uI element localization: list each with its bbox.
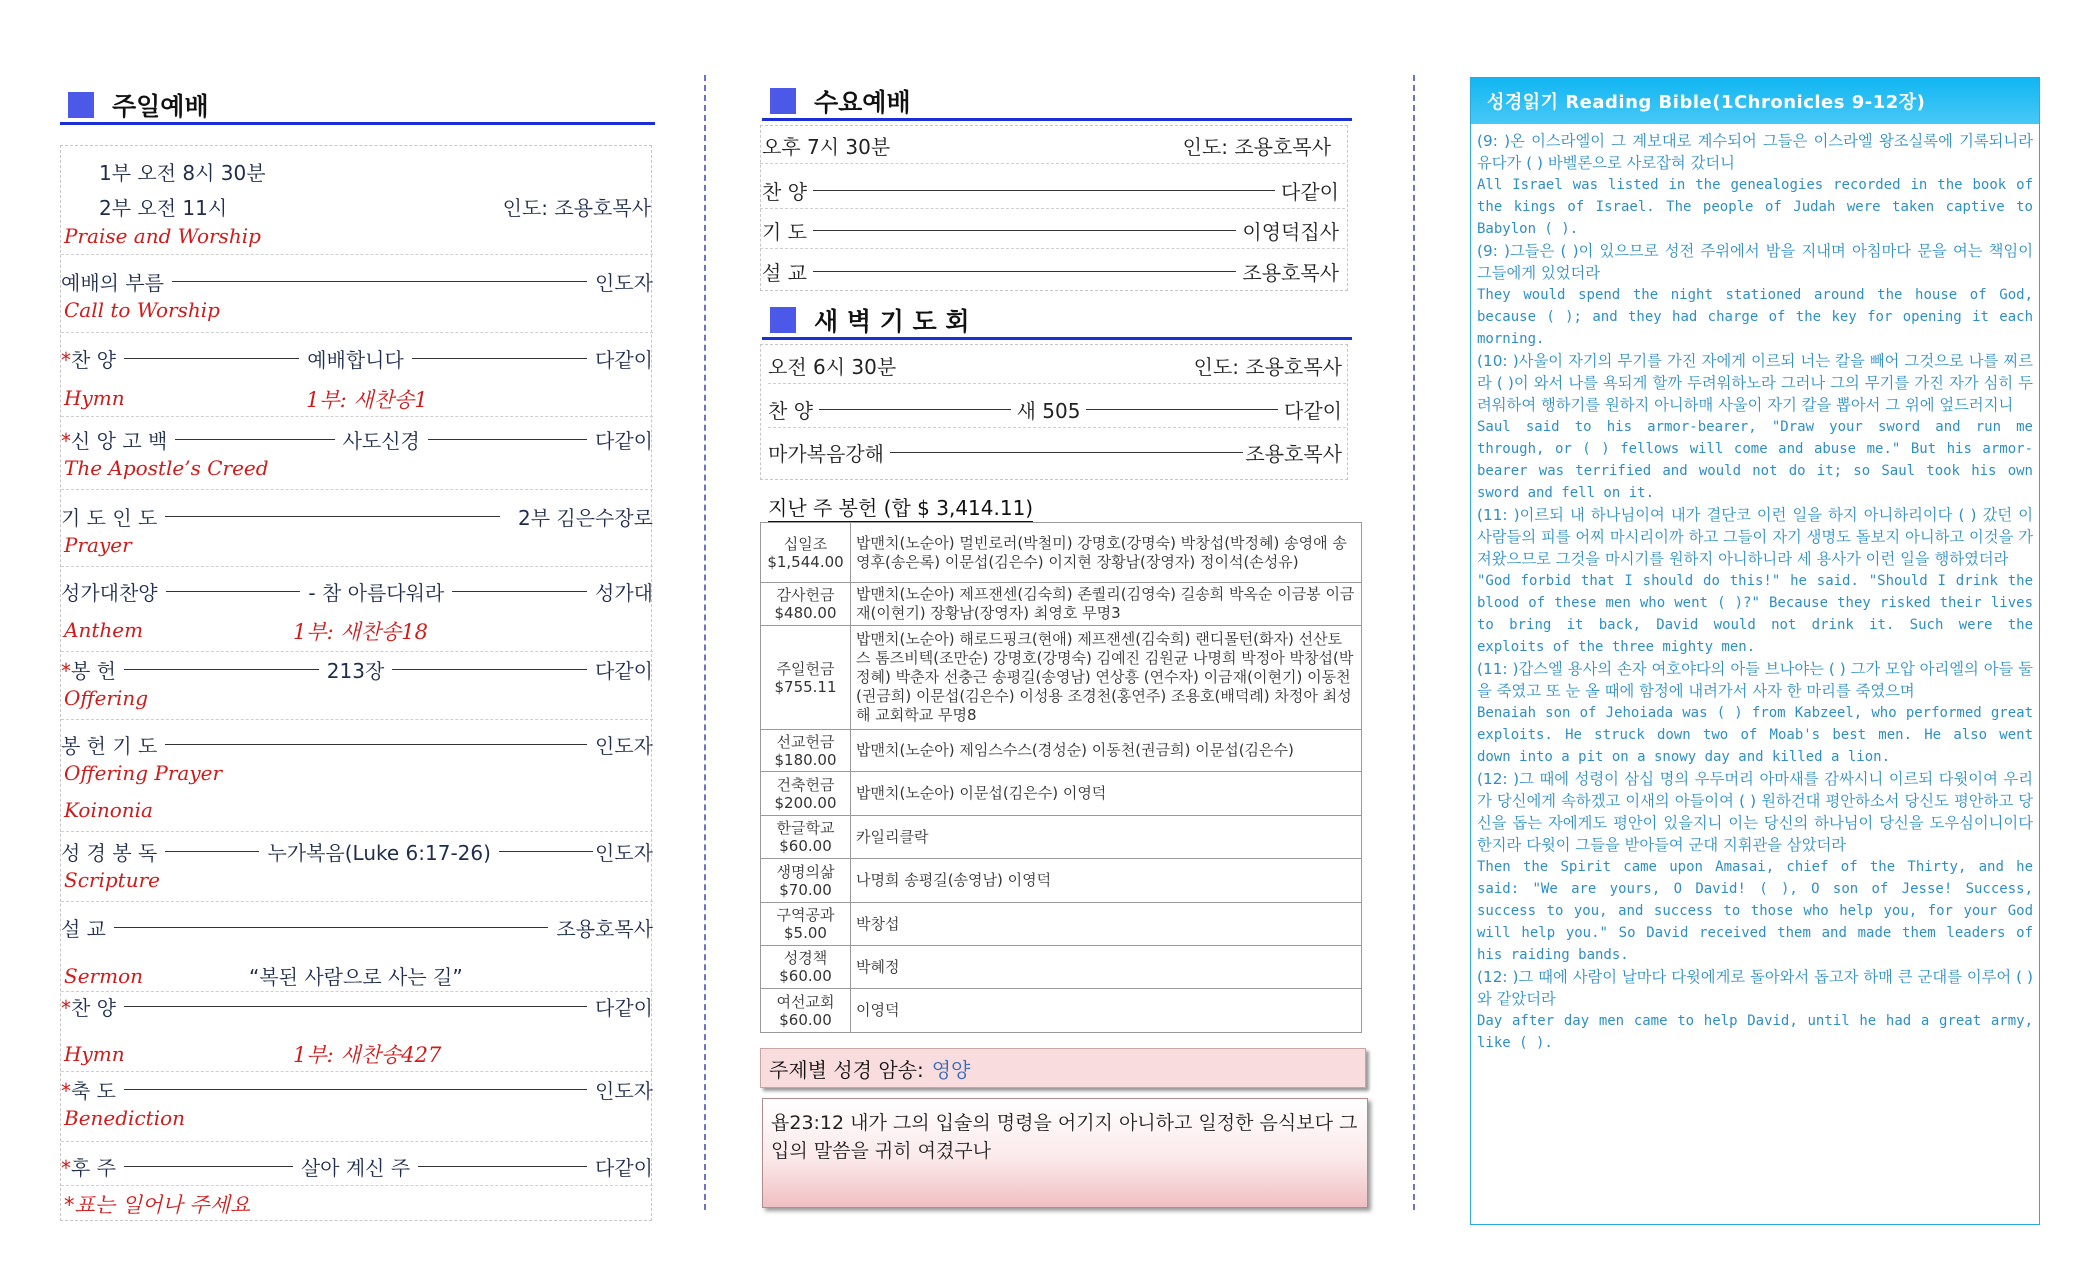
sunday-title	[60, 87, 655, 125]
service-2-time: 2부 오전 11시 인도: 조용호목사	[61, 191, 653, 221]
table-row: 주일헌금 $755.11 밥맨치(노순아) 해로드핑크(현애) 제프잰센(김숙희) 랜디몰턴(화자) 선산토스 톰즈비텍(조만순) 강명호(강명숙) 김예진 김원균 나명희 박정아 박창섭(박정혜) 박춘자 선충근 송평길(송영남) 연상흥 (연수자) 이금재(이현기) 이동천(권금희) 이문섭(김은수) 이성용 조경천(홍연주) 조용호(배덕례) 차정아 최성해 교회학교 무명8	[761, 626, 1362, 730]
table-row: 여선교회 $60.00 이영덕	[761, 989, 1362, 1033]
wednesday-prayer-row: 기 도 이영덕집사	[760, 213, 1345, 249]
column-divider-1	[704, 75, 706, 1210]
offering-title: 지난 주 봉헌 (합 $ 3,414.11)	[768, 492, 1033, 522]
list-item: (9: )그들은 ( )이 있으므로 성전 주위에서 밤을 지내며 아침마다 문을 여는 책임이 그들에게 있었더라 They would spend the night stationed around the house of God, because ( ); and they had charge of the key for opening it each morning.	[1477, 242, 2033, 347]
table-row: 구역공과 $5.00 박창섭	[761, 903, 1362, 946]
sunday-title-text: 주일예배	[112, 91, 209, 121]
table-row: 선교헌금 $180.00 밥맨치(노순아) 제임스수스(경성순) 이동천(권금희) 이문섭(김은수)	[761, 730, 1362, 772]
item-postlude: *후 주 살아 계신 주 다같이	[61, 1155, 654, 1180]
list-item: (12: )그 때에 성령이 삼십 명의 우두머리 아마새를 감싸시니 이르되 다윗이여 우리가 당신에게 속하겠고 이새의 아들이여 ( ) 원하건대 평안하소서 당신도 평안하고 당신을 돕는 자에게도 평안이 있을지니 이는 당신의 하나님이 당신을 도우심이니이다 한지라 다윗이 그들을 받아들여 군대 지휘관을 삼았더라 Then the Spirit came upon Amasai, chief of the Thirty, and he said: "We are yours, O David! ( ), O son of Jesse! Success, success to you, and success to those who help you, for your God will help you." So David received them and made them leaders of his raiding bands.	[1477, 770, 2033, 963]
title-square-icon	[770, 307, 796, 333]
item-prayer: 기 도 인 도 2부 김은수장로	[61, 505, 653, 530]
bible-reading-title: 성경읽기 Reading Bible(1Chronicles 9-12장)	[1471, 78, 2039, 124]
item-scripture: 성 경 봉 독 누가복음(Luke 6:17-26) 인도자	[61, 840, 654, 865]
item-offering-prayer: 봉 헌 기 도 인도자	[61, 733, 653, 758]
wednesday-sermon-row: 설 교 조용호목사	[762, 260, 1339, 285]
title-square-icon	[770, 88, 796, 114]
item-sub-label: 1부: 새찬송1	[306, 388, 428, 412]
table-row: 십일조 $1,544.00 밥맨치(노순아) 멀빈로러(박철미) 강명호(강명숙) 박창섭(박정혜) 송영애 송영후(송은록) 이문섭(김은수) 이지현 장황남(장영자) 정이석(손성유)	[761, 523, 1362, 583]
item-en-label: Scripture	[64, 868, 160, 892]
list-item: (9: )온 이스라엘이 그 계보대로 계수되어 그들은 이스라엘 왕조실록에 기록되니라 유다가 ( ) 바벨론으로 사로잡혀 갔더니 All Israel was listed in the genealogies recorded in the book of the kings of Israel. The people of Judah were taken captive to Babylon ( ).	[1477, 132, 2033, 237]
offering-table	[760, 522, 1362, 1033]
item-en-label: Sermon	[64, 964, 143, 988]
memory-topic: 영양	[931, 1057, 971, 1082]
dawn-sermon-row: 마가복음강해 조용호목사	[768, 441, 1342, 466]
sermon-title: “복된 사람으로 사는 길”	[249, 965, 463, 989]
dawn-title	[762, 302, 1352, 340]
item-en-label: The Apostle’s Creed	[64, 456, 269, 480]
sunday-order-box	[60, 145, 652, 1221]
item-anthem: 성가대찬양 - 참 아름다워라 성가대	[61, 580, 653, 605]
dawn-title-text: 새 벽 기 도 회	[814, 306, 970, 336]
item-sermon: 설 교 조용호목사	[61, 916, 653, 941]
koinonia-label: Koinonia	[64, 798, 153, 822]
wednesday-title-text: 수요예배	[814, 87, 911, 117]
column-divider-2	[1413, 75, 1415, 1210]
standing-note: *표는 일어나 주세요	[64, 1193, 251, 1217]
item-en-label: Benediction	[64, 1106, 186, 1130]
item-en-label: Anthem	[64, 618, 144, 642]
praise-en: Praise and Worship	[64, 224, 261, 248]
item-sub-label: 1부: 새찬송427	[293, 1043, 442, 1067]
item-call-to-worship: 예배의 부름 인도자	[61, 270, 653, 295]
item-offering: *봉 헌 213장 다같이	[61, 658, 653, 683]
wednesday-title	[762, 83, 1352, 121]
item-en-label: Offering	[64, 686, 149, 710]
list-item: (11: )이르되 내 하나님이여 내가 결단코 이런 일을 하지 아니하리이다 ( ) 갔던 이 사람들의 피를 어찌 마시리이까 하고 그들이 자기 생명도 돌보지 아니하고 이것을 가져왔으므로 그것을 마시기를 원하지 아니하니라 세 용사가 이런 일을 행하였더라 "God forbid that I should do this!" he said. "Should I drink the blood of these men who went ( )?" Because they risked their lives to bring it back, David would not drink it. Such were the exploits of the three mighty men.	[1477, 506, 2033, 655]
memory-verse-body: 욥23:12 내가 그의 입술의 명령을 어기지 아니하고 일정한 음식보다 그 입의 말씀을 귀히 여겼구나	[762, 1098, 1368, 1208]
table-row: 건축헌금 $200.00 밥맨치(노순아) 이문섭(김은수) 이영덕	[761, 772, 1362, 816]
wednesday-time-row: 오후 7시 30분 인도: 조용호목사	[760, 128, 1345, 164]
table-row: 감사헌금 $480.00 밥맨치(노순아) 제프잰센(김숙희) 존퀄리(김영숙) 길송희 박옥순 이금봉 이금재(이현기) 장황남(장영자) 최영호 무명3	[761, 583, 1362, 626]
dawn-time-row: 오전 6시 30분 인도: 조용호목사	[768, 348, 1346, 384]
list-item: (11: )갑스엘 용사의 손자 여호야다의 아들 브나야는 ( ) 그가 모압 아리엘의 아들 둘을 죽였고 또 눈 올 때에 함정에 내려가서 사자 한 마리를 죽였으며 Benaiah son of Jehoiada was ( ) from Kabzeel, who performed great exploits. He struck down two of Moab's best men. He also went down into a pit on a snowy day and killed a lion.	[1477, 660, 2033, 765]
bible-reading-box	[1470, 77, 2040, 1225]
sunday-leader: 인도: 조용호목사	[502, 195, 651, 220]
item-benediction: *축 도 인도자	[61, 1078, 653, 1103]
item-hymn-2: *찬 양 다같이	[61, 995, 653, 1020]
item-hymn-1: *찬 양 예배합니다 다같이	[61, 347, 654, 372]
wednesday-hymn-row: 찬 양 다같이	[760, 173, 1345, 209]
item-en-label: Offering Prayer	[64, 761, 223, 785]
dawn-hymn-row: 찬 양 새 505 다같이	[768, 392, 1346, 428]
list-item: (10: )사울이 자기의 무기를 가진 자에게 이르되 너는 칼을 빼어 그것으로 나를 찌르라 ( )이 와서 나를 욕되게 할까 두려워하노라 그러나 그의 무기를 가진 자가 심히 두려워하여 행하기를 원하지 아니하매 사울이 자기 칼을 뽑아서 그 위에 엎드러지니 Saul said to his armor-bearer, "Draw your sword and run me through, or ( ) fellows will come and abuse me." But his armor-bearer was terrified and would not do it; so Saul took his own sword and fell on it.	[1477, 352, 2033, 501]
list-item: (12: )그 때에 사람이 날마다 다윗에게로 돌아와서 돕고자 하매 큰 군대를 이루어 ( )와 같았더라 Day after day men came to help David, until he had a great army, like ( ).	[1477, 968, 2033, 1051]
title-square-icon	[68, 92, 94, 118]
item-en-label: Prayer	[64, 533, 132, 557]
item-en-label: Hymn	[64, 386, 125, 410]
item-en-label: Call to Worship	[64, 298, 220, 322]
item-creed: *신 앙 고 백 사도신경 다같이	[61, 428, 654, 453]
table-row: 한글학교 $60.00 카일리클락	[761, 816, 1362, 859]
table-row: 생명의삶 $70.00 나명희 송평길(송영남) 이영덕	[761, 859, 1362, 903]
item-sub-label: 1부: 새찬송18	[293, 620, 428, 644]
item-en-label: Hymn	[64, 1042, 125, 1066]
memory-verse-header: 주제별 성경 암송: 영양	[760, 1048, 1366, 1088]
service-1-time: 1부 오전 8시 30분	[99, 160, 266, 185]
table-row: 성경책 $60.00 박혜정	[761, 946, 1362, 989]
bible-reading-text	[1471, 124, 2039, 1054]
